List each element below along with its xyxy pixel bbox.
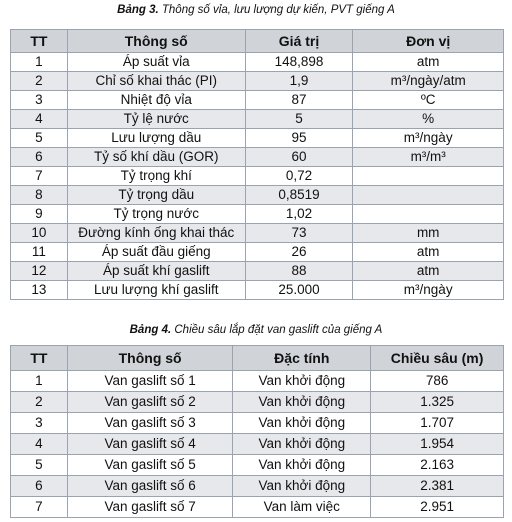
- table-row: [11, 371, 504, 392]
- table-cell: [353, 186, 504, 205]
- table3: [10, 29, 504, 300]
- table-row: [11, 148, 504, 167]
- table-cell: Van gaslift số 2: [67, 392, 233, 413]
- table-cell: 1: [11, 371, 68, 392]
- table-cell: 0,8519: [245, 186, 353, 205]
- table-cell: atm: [353, 243, 504, 262]
- table-cell: 6: [11, 148, 68, 167]
- table-cell: Van khởi động: [233, 434, 371, 455]
- table3-caption: [0, 2, 512, 18]
- table-cell: 87: [245, 91, 353, 110]
- table-cell: ºC: [353, 91, 504, 110]
- table-cell: Van làm việc: [233, 497, 371, 518]
- table-row: [11, 281, 504, 300]
- table-row: [11, 110, 504, 129]
- table-cell: Tỷ trọng dầu: [67, 186, 245, 205]
- table-cell: 0,72: [245, 167, 353, 186]
- table-cell: 4: [11, 434, 68, 455]
- table-cell: m³/m³: [353, 148, 504, 167]
- table-cell: Van khởi động: [233, 413, 371, 434]
- table-cell: 26: [245, 243, 353, 262]
- table-cell: 1,9: [245, 72, 353, 91]
- table-row: [11, 262, 504, 281]
- table-row: [11, 186, 504, 205]
- table-cell: 148,898: [245, 53, 353, 72]
- table-cell: %: [353, 110, 504, 129]
- table-cell: 5: [11, 455, 68, 476]
- table-cell: 786: [371, 371, 504, 392]
- table-cell: 73: [245, 224, 353, 243]
- table-cell: Van gaslift số 3: [67, 413, 233, 434]
- table-cell: 60: [245, 148, 353, 167]
- table-cell: Van khởi động: [233, 371, 371, 392]
- table-cell: 25.000: [245, 281, 353, 300]
- table-cell: Áp suất đầu giếng: [67, 243, 245, 262]
- table-cell: Tỷ lệ nước: [67, 110, 245, 129]
- table-cell: [353, 167, 504, 186]
- table-row: [11, 129, 504, 148]
- table-row: [11, 243, 504, 262]
- table4-body: [11, 371, 504, 518]
- table-cell: Van gaslift số 1: [67, 371, 233, 392]
- table4-header-row: [11, 346, 504, 371]
- table-cell: 95: [245, 129, 353, 148]
- table-cell: m³/ngày/atm: [353, 72, 504, 91]
- table-cell: 1: [11, 53, 68, 72]
- table3-caption-text: Thông số vỉa, lưu lượng dự kiến, PVT giếng A: [158, 4, 395, 16]
- table-cell: 3: [11, 91, 68, 110]
- table-cell: 9: [11, 205, 68, 224]
- table-cell: Van khởi động: [233, 455, 371, 476]
- table-cell: 5: [11, 129, 68, 148]
- table-row: [11, 413, 504, 434]
- table-cell: 2: [11, 392, 68, 413]
- table4-caption-label: Bảng 4.: [129, 324, 172, 336]
- table-row: [11, 205, 504, 224]
- table-cell: Van gaslift số 5: [67, 455, 233, 476]
- table-cell: 3: [11, 413, 68, 434]
- table-cell: atm: [353, 53, 504, 72]
- table3-header-row: [11, 30, 504, 53]
- table3-body: [11, 53, 504, 300]
- table-row: [11, 455, 504, 476]
- table-cell: 6: [11, 476, 68, 497]
- table-cell: mm: [353, 224, 504, 243]
- table-cell: 11: [11, 243, 68, 262]
- table-cell: Lưu lượng khí gaslift: [67, 281, 245, 300]
- table-cell: 1.954: [371, 434, 504, 455]
- table4-header-cell: TT: [11, 346, 68, 371]
- table-cell: Tỷ số khí dầu (GOR): [67, 148, 245, 167]
- table-cell: Áp suất vỉa: [67, 53, 245, 72]
- table-cell: 10: [11, 224, 68, 243]
- table-cell: 13: [11, 281, 68, 300]
- table-row: [11, 434, 504, 455]
- table-cell: Van gaslift số 4: [67, 434, 233, 455]
- table-cell: 4: [11, 110, 68, 129]
- table-cell: [353, 205, 504, 224]
- table-cell: m³/ngày: [353, 129, 504, 148]
- table-cell: Van khởi động: [233, 476, 371, 497]
- table3-caption-label: Bảng 3.: [117, 4, 159, 16]
- table3-header-cell: Đơn vị: [353, 30, 504, 53]
- table-row: [11, 224, 504, 243]
- table4-header-cell: Thông số: [67, 346, 233, 371]
- table-row: [11, 497, 504, 518]
- table-row: [11, 72, 504, 91]
- table3-header-cell: Giá trị: [245, 30, 353, 53]
- table-cell: Van khởi động: [233, 392, 371, 413]
- table-cell: 1.707: [371, 413, 504, 434]
- table3-header-cell: TT: [11, 30, 68, 53]
- table-cell: 7: [11, 497, 68, 518]
- table-cell: 12: [11, 262, 68, 281]
- table-cell: 1,02: [245, 205, 353, 224]
- table-row: [11, 167, 504, 186]
- table-row: [11, 392, 504, 413]
- table-cell: Tỷ trọng khí: [67, 167, 245, 186]
- table4-header-cell: Chiều sâu (m): [371, 346, 504, 371]
- table-cell: Tỷ trọng nước: [67, 205, 245, 224]
- table-cell: 5: [245, 110, 353, 129]
- table-cell: 1.325: [371, 392, 504, 413]
- table-cell: 2.951: [371, 497, 504, 518]
- table-cell: Áp suất khí gaslift: [67, 262, 245, 281]
- table-cell: Chỉ số khai thác (PI): [67, 72, 245, 91]
- table4: [10, 345, 504, 518]
- table-cell: 2.163: [371, 455, 504, 476]
- table-cell: 2.381: [371, 476, 504, 497]
- table4-caption-text: Chiều sâu lắp đặt van gaslift của giếng A: [171, 324, 383, 336]
- table-row: [11, 91, 504, 110]
- table3-header-cell: Thông số: [67, 30, 245, 53]
- table-cell: Nhiệt độ vỉa: [67, 91, 245, 110]
- table-row: [11, 476, 504, 497]
- table4-caption: [0, 322, 512, 338]
- table-cell: m³/ngày: [353, 281, 504, 300]
- table-cell: 7: [11, 167, 68, 186]
- table-row: [11, 53, 504, 72]
- table-cell: Van gaslift số 6: [67, 476, 233, 497]
- table-cell: atm: [353, 262, 504, 281]
- table4-header-cell: Đặc tính: [233, 346, 371, 371]
- table-cell: Đường kính ống khai thác: [67, 224, 245, 243]
- table-cell: Van gaslift số 7: [67, 497, 233, 518]
- table-cell: 88: [245, 262, 353, 281]
- table-cell: 8: [11, 186, 68, 205]
- table-cell: Lưu lượng dầu: [67, 129, 245, 148]
- table-cell: 2: [11, 72, 68, 91]
